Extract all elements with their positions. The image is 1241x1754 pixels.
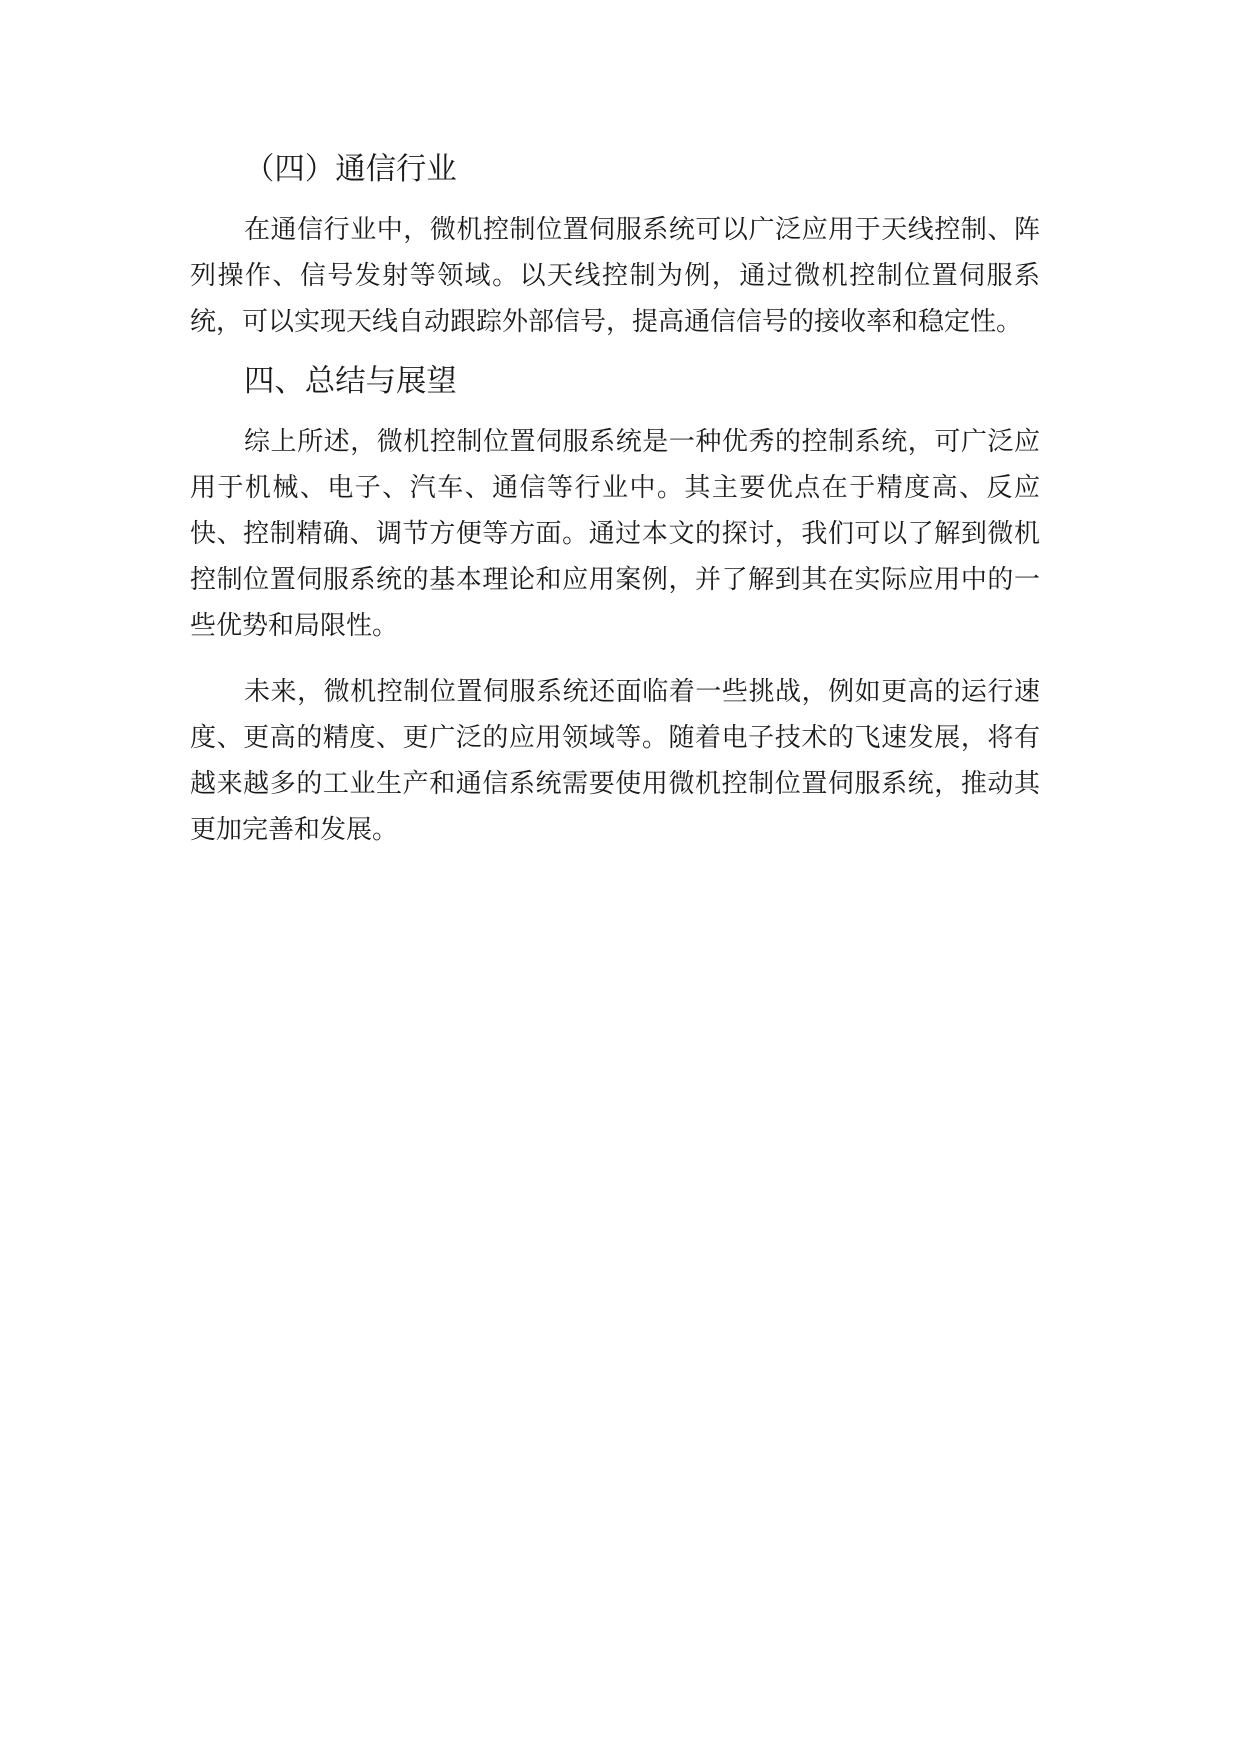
document-body: [190, 153, 1040, 873]
section-heading-summary-outlook: 四、总结与展望: [244, 364, 457, 399]
paragraph-outlook: 未来，微机控制位置伺服系统还面临着一些挑战，例如更高的运行速度、更高的精度、更广泛的应用领域等。随着电子技术的飞速发展，将有越来越多的工业生产和通信系统需要使用微机控制位置伺服系统，推动其更加完善和发展。: [190, 677, 1040, 845]
paragraph-summary: 综上所述，微机控制位置伺服系统是一种优秀的控制系统，可广泛应用于机械、电子、汽车、通信等行业中。其主要优点在于精度高、反应快、控制精确、调节方便等方面。通过本文的探讨，我们可以了解到微机控制位置伺服系统的基本理论和应用案例，并了解到其在实际应用中的一些优势和局限性。: [190, 427, 1040, 641]
paragraph-communication-industry: 在通信行业中，微机控制位置伺服系统可以广泛应用于天线控制、阵列操作、信号发射等领域。以天线控制为例，通过微机控制位置伺服系统，可以实现天线自动跟踪外部信号，提高通信信号的接收率和稳定性。: [190, 215, 1040, 337]
section-heading-communication-industry: （四）通信行业: [244, 152, 457, 187]
